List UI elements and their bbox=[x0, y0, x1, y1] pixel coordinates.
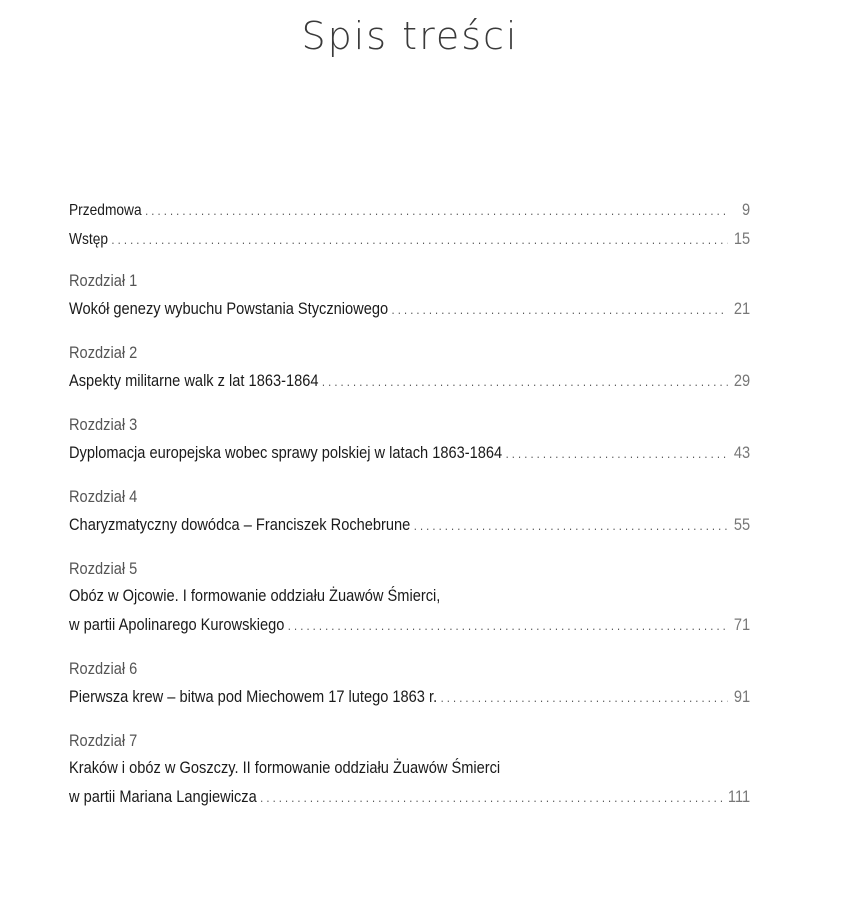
chapter-label: Rozdział 5 bbox=[69, 559, 138, 578]
chapter-label: Rozdział 7 bbox=[69, 731, 138, 750]
page-number: 91 bbox=[733, 687, 751, 706]
toc-chapter-7[interactable] bbox=[69, 728, 750, 813]
chapter-title: Pierwsza krew – bitwa pod Miechowem 17 lutego 1863 r. bbox=[69, 687, 438, 706]
dot-leader bbox=[288, 611, 728, 641]
page-number: 15 bbox=[733, 229, 751, 248]
table-of-contents bbox=[69, 196, 750, 813]
dot-leader bbox=[260, 783, 724, 813]
page-number: 71 bbox=[733, 615, 751, 634]
toc-chapter-2[interactable] bbox=[69, 340, 750, 397]
chapter-label: Rozdział 6 bbox=[69, 659, 138, 678]
dot-leader bbox=[322, 367, 728, 397]
dot-leader bbox=[145, 197, 728, 225]
dot-leader bbox=[414, 511, 728, 541]
page-title: Spis treści bbox=[301, 14, 519, 58]
chapter-title-line-1: Obóz w Ojcowie. I formowanie oddziału Żuawów Śmierci, bbox=[69, 586, 441, 605]
page-number: 55 bbox=[733, 515, 751, 534]
chapter-title-line-1: Kraków i obóz w Goszczy. II formowanie oddziału Żuawów Śmierci bbox=[69, 758, 501, 777]
toc-entry-wstep[interactable] bbox=[69, 225, 750, 254]
toc-chapter-4[interactable] bbox=[69, 484, 750, 541]
chapter-label: Rozdział 2 bbox=[69, 343, 138, 362]
toc-chapter-3[interactable] bbox=[69, 412, 750, 469]
entry-title: Wstęp bbox=[69, 231, 108, 248]
chapter-title-line-2: w partii Mariana Langiewicza bbox=[69, 787, 257, 806]
page-number: 43 bbox=[733, 443, 751, 462]
chapter-label: Rozdział 1 bbox=[69, 271, 138, 290]
chapter-label: Rozdział 3 bbox=[69, 415, 138, 434]
page-number: 111 bbox=[727, 787, 751, 806]
chapter-title: Wokół genezy wybuchu Powstania Styczniowego bbox=[69, 299, 389, 318]
chapter-title: Dyplomacja europejska wobec sprawy polskiej w latach 1863-1864 bbox=[69, 443, 503, 462]
page-number: 29 bbox=[733, 371, 751, 390]
toc-chapter-1[interactable] bbox=[69, 268, 750, 325]
toc-chapter-5[interactable] bbox=[69, 556, 750, 641]
chapter-title: Charyzmatyczny dowódca – Franciszek Rochebrune bbox=[69, 515, 411, 534]
dot-leader bbox=[392, 295, 728, 325]
dot-leader bbox=[506, 439, 728, 469]
chapter-title: Aspekty militarne walk z lat 1863-1864 bbox=[69, 371, 319, 390]
page-number: 21 bbox=[733, 299, 751, 318]
entry-title: Przedmowa bbox=[69, 202, 142, 219]
toc-entry-przedmowa[interactable] bbox=[69, 196, 750, 225]
page-number: 9 bbox=[741, 200, 751, 219]
toc-chapter-6[interactable] bbox=[69, 656, 750, 713]
dot-leader bbox=[111, 226, 727, 254]
chapter-label: Rozdział 4 bbox=[69, 487, 138, 506]
dot-leader bbox=[441, 683, 728, 713]
chapter-title-line-2: w partii Apolinarego Kurowskiego bbox=[69, 615, 285, 634]
